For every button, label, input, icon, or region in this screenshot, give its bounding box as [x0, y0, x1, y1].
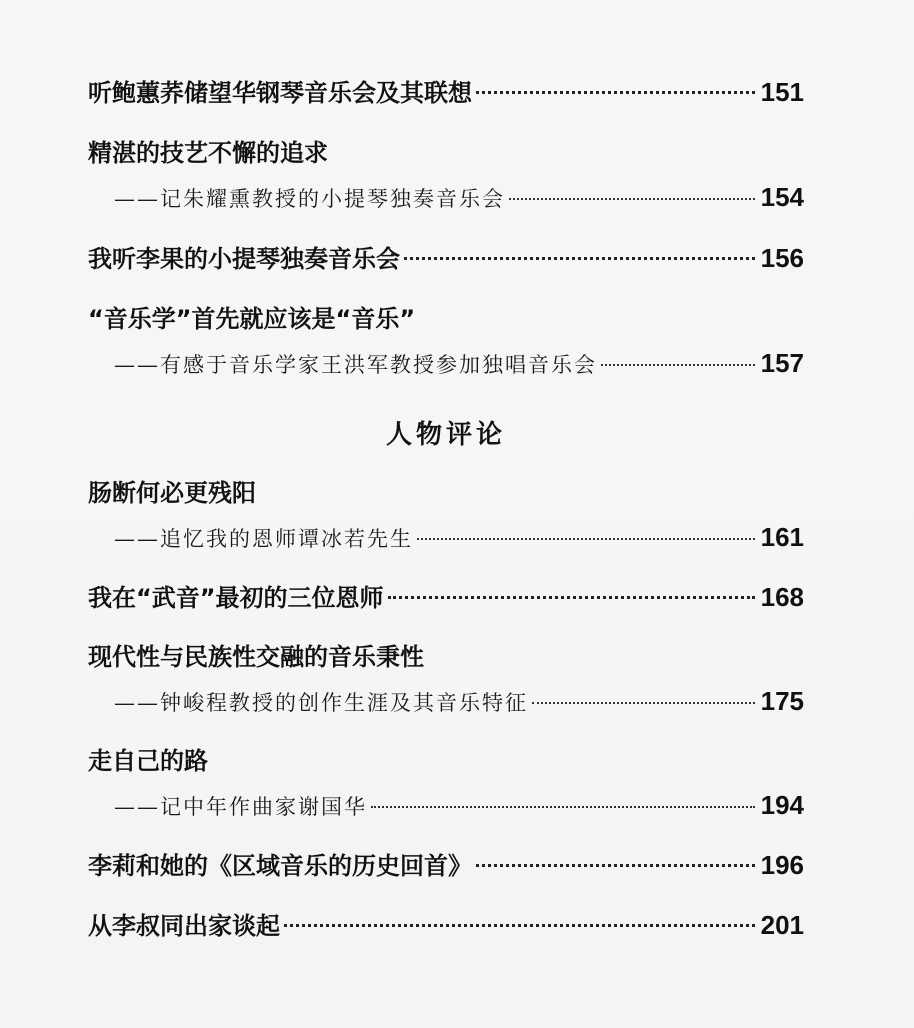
- page-number: 196: [760, 850, 804, 880]
- toc-entry-title: “音乐学”首先就应该是“音乐”: [88, 305, 416, 333]
- toc-entry-line: [88, 843, 804, 887]
- toc-entry: [88, 739, 804, 827]
- dot-leader: [476, 864, 755, 867]
- toc-entry-line: [88, 297, 804, 341]
- toc-entry: [88, 70, 804, 114]
- toc-entry: [88, 297, 804, 385]
- toc-entry: [88, 131, 804, 219]
- dot-leader: [532, 702, 755, 704]
- dot-leader: [509, 198, 755, 200]
- toc-entry-line: [88, 635, 804, 679]
- toc-entry-line: [88, 70, 804, 114]
- section-heading: 人物评论: [385, 420, 506, 450]
- page-number: 194: [760, 790, 804, 820]
- dot-leader: [404, 257, 755, 260]
- page-number: 201: [760, 910, 804, 940]
- toc-entry-title: 肠断何必更残阳: [88, 479, 256, 507]
- page-number: 168: [760, 582, 804, 612]
- toc-entry-subtitle: ——记朱耀熏教授的小提琴独奏音乐会: [114, 187, 505, 211]
- toc-entry-title: 我在“武音”最初的三位恩师: [88, 584, 384, 612]
- toc-entry: [88, 903, 804, 947]
- toc-entry-subtitle: ——有感于音乐学家王洪军教授参加独唱音乐会: [114, 353, 597, 377]
- toc-entry-title: 我听李果的小提琴独奏音乐会: [88, 245, 400, 273]
- toc-entry-subtitle-line: [88, 783, 804, 827]
- toc-entry-line: [88, 575, 804, 619]
- toc-entry-title: 从李叔同出家谈起: [88, 912, 280, 940]
- dot-leader: [601, 364, 755, 366]
- toc-entry-line: [88, 739, 804, 783]
- toc-entry: [88, 471, 804, 559]
- toc-entry-title: 李莉和她的《区域音乐的历史回首》: [88, 852, 472, 880]
- toc-entry-line: [88, 903, 804, 947]
- toc-entry-line: [88, 471, 804, 515]
- dot-leader: [284, 924, 755, 927]
- toc-entry-title: 听鲍蕙荞储望华钢琴音乐会及其联想: [88, 79, 472, 107]
- toc-entry-line: [88, 236, 804, 280]
- page-number: 175: [760, 686, 804, 716]
- toc-entry-subtitle-line: [88, 341, 804, 385]
- page-number: 157: [760, 348, 804, 378]
- toc-entry: [88, 843, 804, 887]
- toc-entry-line: [88, 131, 804, 175]
- toc-entry-title: 精湛的技艺不懈的追求: [88, 139, 328, 167]
- toc-entry-subtitle: ——钟峻程教授的创作生涯及其音乐特征: [114, 691, 528, 715]
- toc-entry-subtitle-line: [88, 175, 804, 219]
- page-number: 161: [760, 522, 804, 552]
- toc-entry-subtitle-line: [88, 679, 804, 723]
- toc-entry-title: 走自己的路: [88, 747, 208, 775]
- table-of-contents: [88, 70, 804, 947]
- toc-entry-subtitle-line: [88, 515, 804, 559]
- page-number: 156: [760, 243, 804, 273]
- toc-entry-subtitle: ——追忆我的恩师谭冰若先生: [114, 527, 413, 551]
- page-number: 151: [760, 77, 804, 107]
- toc-entry: [88, 575, 804, 619]
- dot-leader: [388, 596, 755, 599]
- dot-leader: [476, 91, 755, 94]
- dot-leader: [417, 538, 755, 540]
- dot-leader: [371, 806, 755, 808]
- toc-entry: [88, 236, 804, 280]
- toc-entry-subtitle: ——记中年作曲家谢国华: [114, 795, 367, 819]
- toc-entry: [88, 635, 804, 723]
- toc-entry-title: 现代性与民族性交融的音乐秉性: [88, 643, 424, 671]
- page-number: 154: [760, 182, 804, 212]
